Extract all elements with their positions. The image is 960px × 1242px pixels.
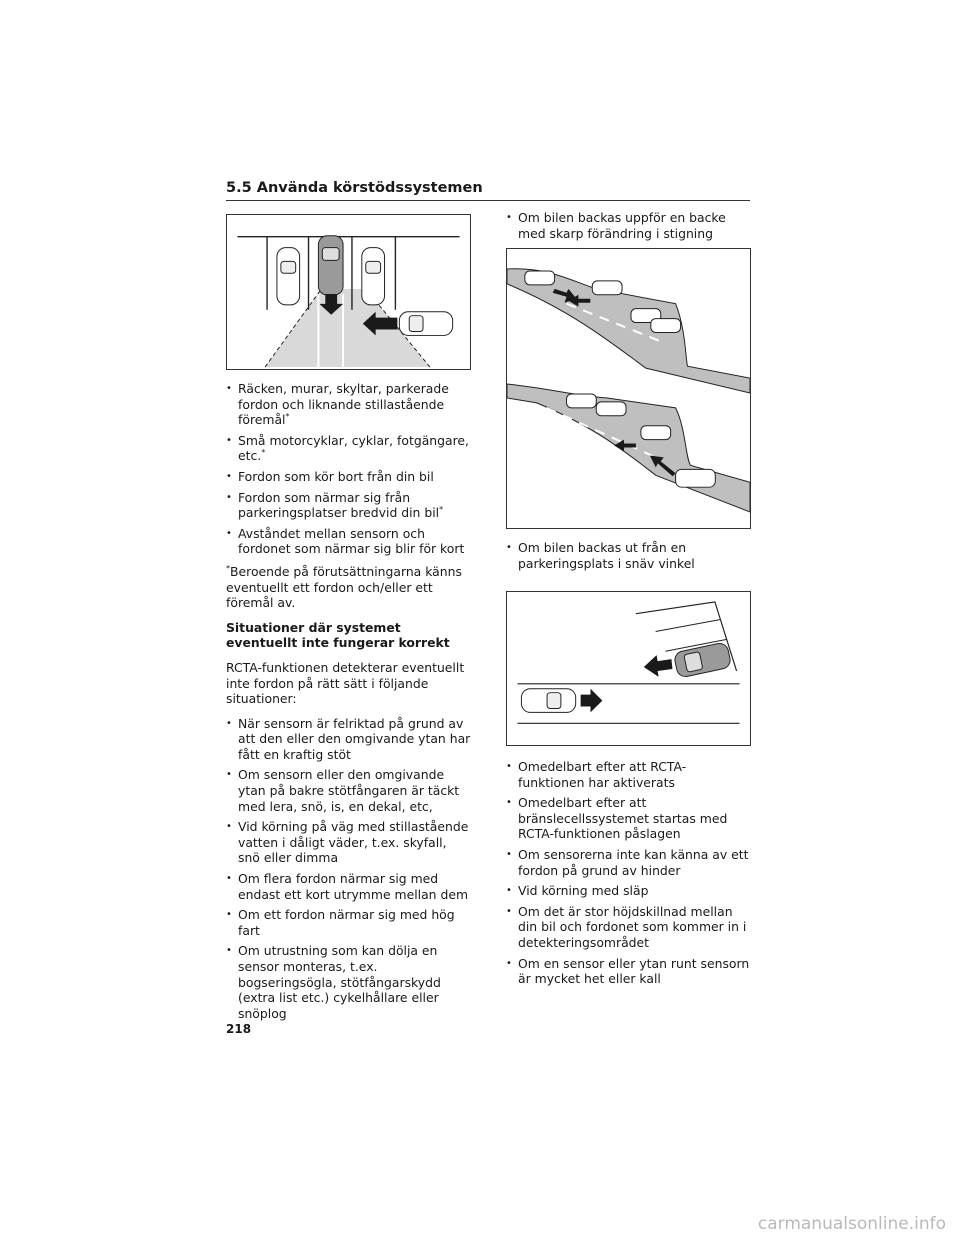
- list-item: • Små motorcyklar, cyklar, fotgängare, etc.*: [226, 433, 471, 464]
- malfunction-list: [226, 716, 471, 1022]
- list-item: • Vid körning på väg med stillastående vatten i dåligt väder, t.ex. skyfall, snö eller dimma: [226, 819, 471, 866]
- list-item: • Om flera fordon närmar sig med endast ett kort utrymme mellan dem: [226, 871, 471, 902]
- intro-paragraph: RCTA-funktionen detekterar eventuellt inte fordon på rätt sätt i följande situationer:: [226, 659, 465, 707]
- section-title: 5.5 Använda körstödssystemen: [226, 180, 750, 201]
- page-number: 218: [226, 1022, 252, 1036]
- angle-list: [506, 540, 750, 571]
- watermark: carmanualsonline.info: [757, 1214, 946, 1234]
- list-item: • När sensorn är felriktad på grund av att den eller den omgivande ytan har fått en kraftig stöt: [226, 716, 471, 763]
- list-item: • Avståndet mellan sensorn och fordonet som närmar sig blir för kort: [226, 526, 471, 557]
- parking-lot-illustration: [226, 214, 471, 370]
- list-item: • Räcken, murar, skyltar, parkerade fordon och liknande stillastående föremål*: [226, 381, 471, 428]
- list-item: • Fordon som närmar sig från parkeringsplatser bredvid din bil*: [226, 490, 471, 521]
- slope-illustration: [506, 248, 751, 529]
- list-item: • Om bilen backas uppför en backe med skarp förändring i stigning: [506, 210, 750, 241]
- detection-limit-list: [226, 381, 471, 557]
- list-item: • Fordon som kör bort från din bil: [226, 469, 471, 485]
- right-column-middle: [506, 540, 750, 576]
- list-item: • Om sensorerna inte kan känna av ett fordon på grund av hinder: [506, 847, 750, 878]
- list-item: • Om det är stor höjdskillnad mellan din bil och fordonet som kommer in i detekteringsområdet: [506, 904, 750, 951]
- list-item: • Omedelbart efter att RCTA-funktionen har aktiverats: [506, 759, 750, 790]
- list-item: • Om ett fordon närmar sig med hög fart: [226, 907, 471, 938]
- footnote: *Beroende på förutsättningarna känns eventuellt ett fordon och/eller ett föremål av.: [226, 563, 462, 611]
- slope-list: [506, 210, 750, 241]
- angled-parking-illustration: [506, 591, 751, 746]
- subheading: Situationer där systemet eventuellt inte fungerar korrekt: [226, 619, 450, 651]
- list-item: • Omedelbart efter att bränslecellssystemet startas med RCTA-funktionen påslagen: [506, 795, 750, 842]
- right-column-top: [506, 210, 750, 246]
- more-situations-list: [506, 759, 750, 987]
- left-column: [226, 381, 471, 1026]
- right-column-bottom: [506, 759, 750, 992]
- list-item: • Om en sensor eller ytan runt sensorn är mycket het eller kall: [506, 956, 750, 987]
- list-item: • Om sensorn eller den omgivande ytan på bakre stötfångaren är täckt med lera, snö, is, en dekal, etc,: [226, 767, 471, 814]
- list-item: • Om utrustning som kan dölja en sensor monteras, t.ex. bogseringsögla, stötfångarskydd (extra list etc.) cykelhållare eller snöplog: [226, 943, 471, 1021]
- list-item: • Vid körning med släp: [506, 883, 750, 899]
- list-item: • Om bilen backas ut från en parkeringsplats i snäv vinkel: [506, 540, 750, 571]
